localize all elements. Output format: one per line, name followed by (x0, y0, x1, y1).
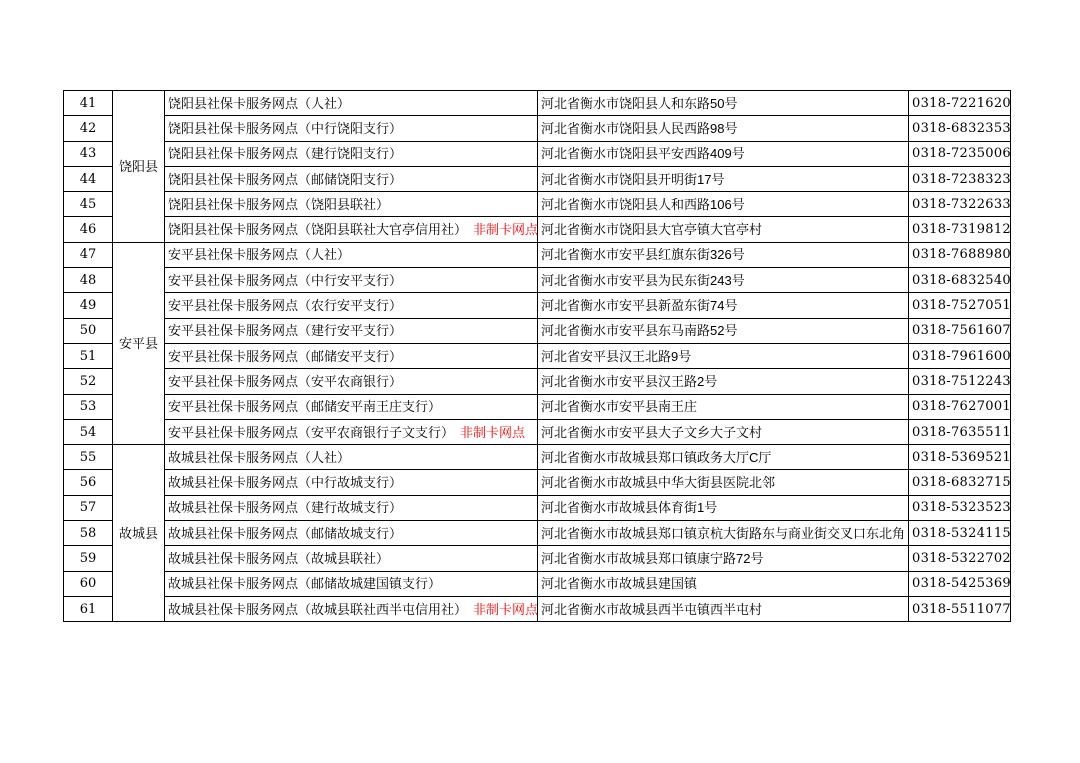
row-number-cell: 43 (64, 141, 113, 166)
row-number-cell: 42 (64, 116, 113, 141)
address-cell: 河北省衡水市安平县红旗东街326号 (538, 242, 909, 267)
address-cell: 河北省衡水市安平县东马南路52号 (538, 318, 909, 343)
address-cell: 河北省衡水市故城县郑口镇京杭大街路东与商业街交叉口东北角 (538, 521, 909, 546)
table-row (64, 318, 1011, 343)
address-cell: 河北省衡水市饶阳县开明街17号 (538, 166, 909, 191)
network-name-text: 故城县社保卡服务网点（邮储故城建国镇支行） (168, 576, 442, 592)
phone-cell: 0318-7512243 (909, 369, 1011, 394)
phone-cell: 0318-6832353 (909, 116, 1011, 141)
address-cell: 河北省衡水市故城县体育街1号 (538, 495, 909, 520)
network-name-text: 故城县社保卡服务网点（中行故城支行） (168, 475, 403, 491)
network-name-text: 故城县社保卡服务网点（建行故城支行） (168, 500, 403, 516)
network-name-cell (165, 268, 538, 293)
row-number-cell: 41 (64, 91, 113, 116)
network-name-text: 安平县社保卡服务网点（安平农商银行） (168, 373, 403, 389)
network-name-cell (165, 394, 538, 419)
address-cell: 河北省衡水市安平县新盈东街74号 (538, 293, 909, 318)
network-name-cell (165, 116, 538, 141)
table-row (64, 596, 1011, 621)
non-card-tag: 非制卡网点 (460, 424, 526, 440)
phone-cell: 0318-5369521 (909, 445, 1011, 470)
address-cell: 河北省衡水市故城县郑口镇政务大厅C厅 (538, 445, 909, 470)
network-name-cell (165, 521, 538, 546)
phone-cell: 0318-6832540 (909, 268, 1011, 293)
service-network-table (63, 90, 1011, 622)
row-number-cell: 46 (64, 217, 113, 242)
network-name-cell (165, 166, 538, 191)
phone-cell: 0318-7961600 (909, 343, 1011, 368)
table-row (64, 116, 1011, 141)
table-row (64, 192, 1011, 217)
row-number-cell: 44 (64, 166, 113, 191)
network-name-cell (165, 470, 538, 495)
county-cell: 安平县 (113, 242, 165, 444)
table-row (64, 91, 1011, 116)
table-row (64, 242, 1011, 267)
table-row (64, 268, 1011, 293)
phone-cell: 0318-7235006 (909, 141, 1011, 166)
network-name-text: 安平县社保卡服务网点（中行安平支行） (168, 272, 403, 288)
table-row (64, 419, 1011, 444)
network-name-cell (165, 369, 538, 394)
table-row (64, 166, 1011, 191)
network-name-cell (165, 192, 538, 217)
row-number-cell: 55 (64, 445, 113, 470)
phone-cell: 0318-7627001 (909, 394, 1011, 419)
phone-cell: 0318-7561607 (909, 318, 1011, 343)
network-name-text: 安平县社保卡服务网点（邮储安平支行） (168, 348, 403, 364)
address-cell: 河北省衡水市饶阳县人民西路98号 (538, 116, 909, 141)
table-row (64, 495, 1011, 520)
network-name-cell (165, 318, 538, 343)
phone-cell: 0318-7322633 (909, 192, 1011, 217)
network-name-cell (165, 141, 538, 166)
network-name-cell (165, 91, 538, 116)
network-name-text: 饶阳县社保卡服务网点（饶阳县联社大官亭信用社） (168, 222, 468, 238)
table-row (64, 394, 1011, 419)
network-name-text: 故城县社保卡服务网点（人社） (168, 449, 351, 465)
network-name-text: 饶阳县社保卡服务网点（建行饶阳支行） (168, 146, 403, 162)
network-name-cell (165, 293, 538, 318)
network-name-cell (165, 419, 538, 444)
address-cell: 河北省衡水市故城县中华大街县医院北邻 (538, 470, 909, 495)
phone-cell: 0318-7688980 (909, 242, 1011, 267)
address-cell: 河北省安平县汉王北路9号 (538, 343, 909, 368)
network-name-text: 饶阳县社保卡服务网点（邮储饶阳支行） (168, 171, 403, 187)
network-name-cell (165, 546, 538, 571)
row-number-cell: 54 (64, 419, 113, 444)
table-row (64, 546, 1011, 571)
network-name-text: 故城县社保卡服务网点（邮储故城支行） (168, 525, 403, 541)
table-row (64, 571, 1011, 596)
phone-cell: 0318-7527051 (909, 293, 1011, 318)
phone-cell: 0318-5425369 (909, 571, 1011, 596)
network-name-text: 安平县社保卡服务网点（邮储安平南王庄支行） (168, 399, 442, 415)
address-cell: 河北省衡水市安平县为民东街243号 (538, 268, 909, 293)
row-number-cell: 52 (64, 369, 113, 394)
row-number-cell: 45 (64, 192, 113, 217)
network-name-text: 饶阳县社保卡服务网点（饶阳县联社） (168, 196, 390, 212)
network-name-cell (165, 571, 538, 596)
address-cell: 河北省衡水市饶阳县平安西路409号 (538, 141, 909, 166)
phone-cell: 0318-5511077 (909, 596, 1011, 621)
network-name-text: 饶阳县社保卡服务网点（中行饶阳支行） (168, 120, 403, 136)
network-name-cell (165, 445, 538, 470)
address-cell: 河北省衡水市安平县南王庄 (538, 394, 909, 419)
non-card-tag: 非制卡网点 (473, 222, 539, 238)
network-name-text: 故城县社保卡服务网点（故城县联社西半屯信用社） (168, 601, 468, 617)
table-row (64, 343, 1011, 368)
phone-cell: 0318-5324115 (909, 521, 1011, 546)
row-number-cell: 47 (64, 242, 113, 267)
table-row (64, 217, 1011, 242)
address-cell: 河北省衡水市故城县郑口镇康宁路72号 (538, 546, 909, 571)
table-row (64, 470, 1011, 495)
address-cell: 河北省衡水市饶阳县人和东路50号 (538, 91, 909, 116)
network-name-cell (165, 217, 538, 242)
row-number-cell: 57 (64, 495, 113, 520)
row-number-cell: 48 (64, 268, 113, 293)
network-name-cell (165, 343, 538, 368)
row-number-cell: 58 (64, 521, 113, 546)
network-name-text: 饶阳县社保卡服务网点（人社） (168, 95, 351, 111)
address-cell: 河北省衡水市安平县大子文乡大子文村 (538, 419, 909, 444)
county-cell: 饶阳县 (113, 91, 165, 243)
network-name-text: 故城县社保卡服务网点（故城县联社） (168, 550, 390, 566)
network-name-cell (165, 495, 538, 520)
row-number-cell: 60 (64, 571, 113, 596)
network-name-cell (165, 596, 538, 621)
phone-cell: 0318-7635511 (909, 419, 1011, 444)
network-name-text: 安平县社保卡服务网点（安平农商银行子文支行） (168, 424, 455, 440)
table-body (64, 91, 1011, 622)
network-name-text: 安平县社保卡服务网点（建行安平支行） (168, 323, 403, 339)
phone-cell: 0318-5323523 (909, 495, 1011, 520)
address-cell: 河北省衡水市安平县汉王路2号 (538, 369, 909, 394)
row-number-cell: 49 (64, 293, 113, 318)
row-number-cell: 50 (64, 318, 113, 343)
row-number-cell: 59 (64, 546, 113, 571)
row-number-cell: 51 (64, 343, 113, 368)
phone-cell: 0318-6832715 (909, 470, 1011, 495)
non-card-tag: 非制卡网点 (473, 601, 539, 617)
table-row (64, 141, 1011, 166)
table-row (64, 521, 1011, 546)
table-row (64, 445, 1011, 470)
network-name-cell (165, 242, 538, 267)
row-number-cell: 56 (64, 470, 113, 495)
address-cell: 河北省衡水市饶阳县人和西路106号 (538, 192, 909, 217)
network-name-text: 安平县社保卡服务网点（农行安平支行） (168, 298, 403, 314)
county-cell: 故城县 (113, 445, 165, 622)
phone-cell: 0318-5322702 (909, 546, 1011, 571)
network-name-text: 安平县社保卡服务网点（人社） (168, 247, 351, 263)
address-cell: 河北省衡水市故城县西半屯镇西半屯村 (538, 596, 909, 621)
phone-cell: 0318-7221620 (909, 91, 1011, 116)
address-cell: 河北省衡水市饶阳县大官亭镇大官亭村 (538, 217, 909, 242)
table-row (64, 369, 1011, 394)
row-number-cell: 53 (64, 394, 113, 419)
document-page (63, 90, 1011, 622)
address-cell: 河北省衡水市故城县建国镇 (538, 571, 909, 596)
table-row (64, 293, 1011, 318)
phone-cell: 0318-7319812 (909, 217, 1011, 242)
row-number-cell: 61 (64, 596, 113, 621)
phone-cell: 0318-7238323 (909, 166, 1011, 191)
